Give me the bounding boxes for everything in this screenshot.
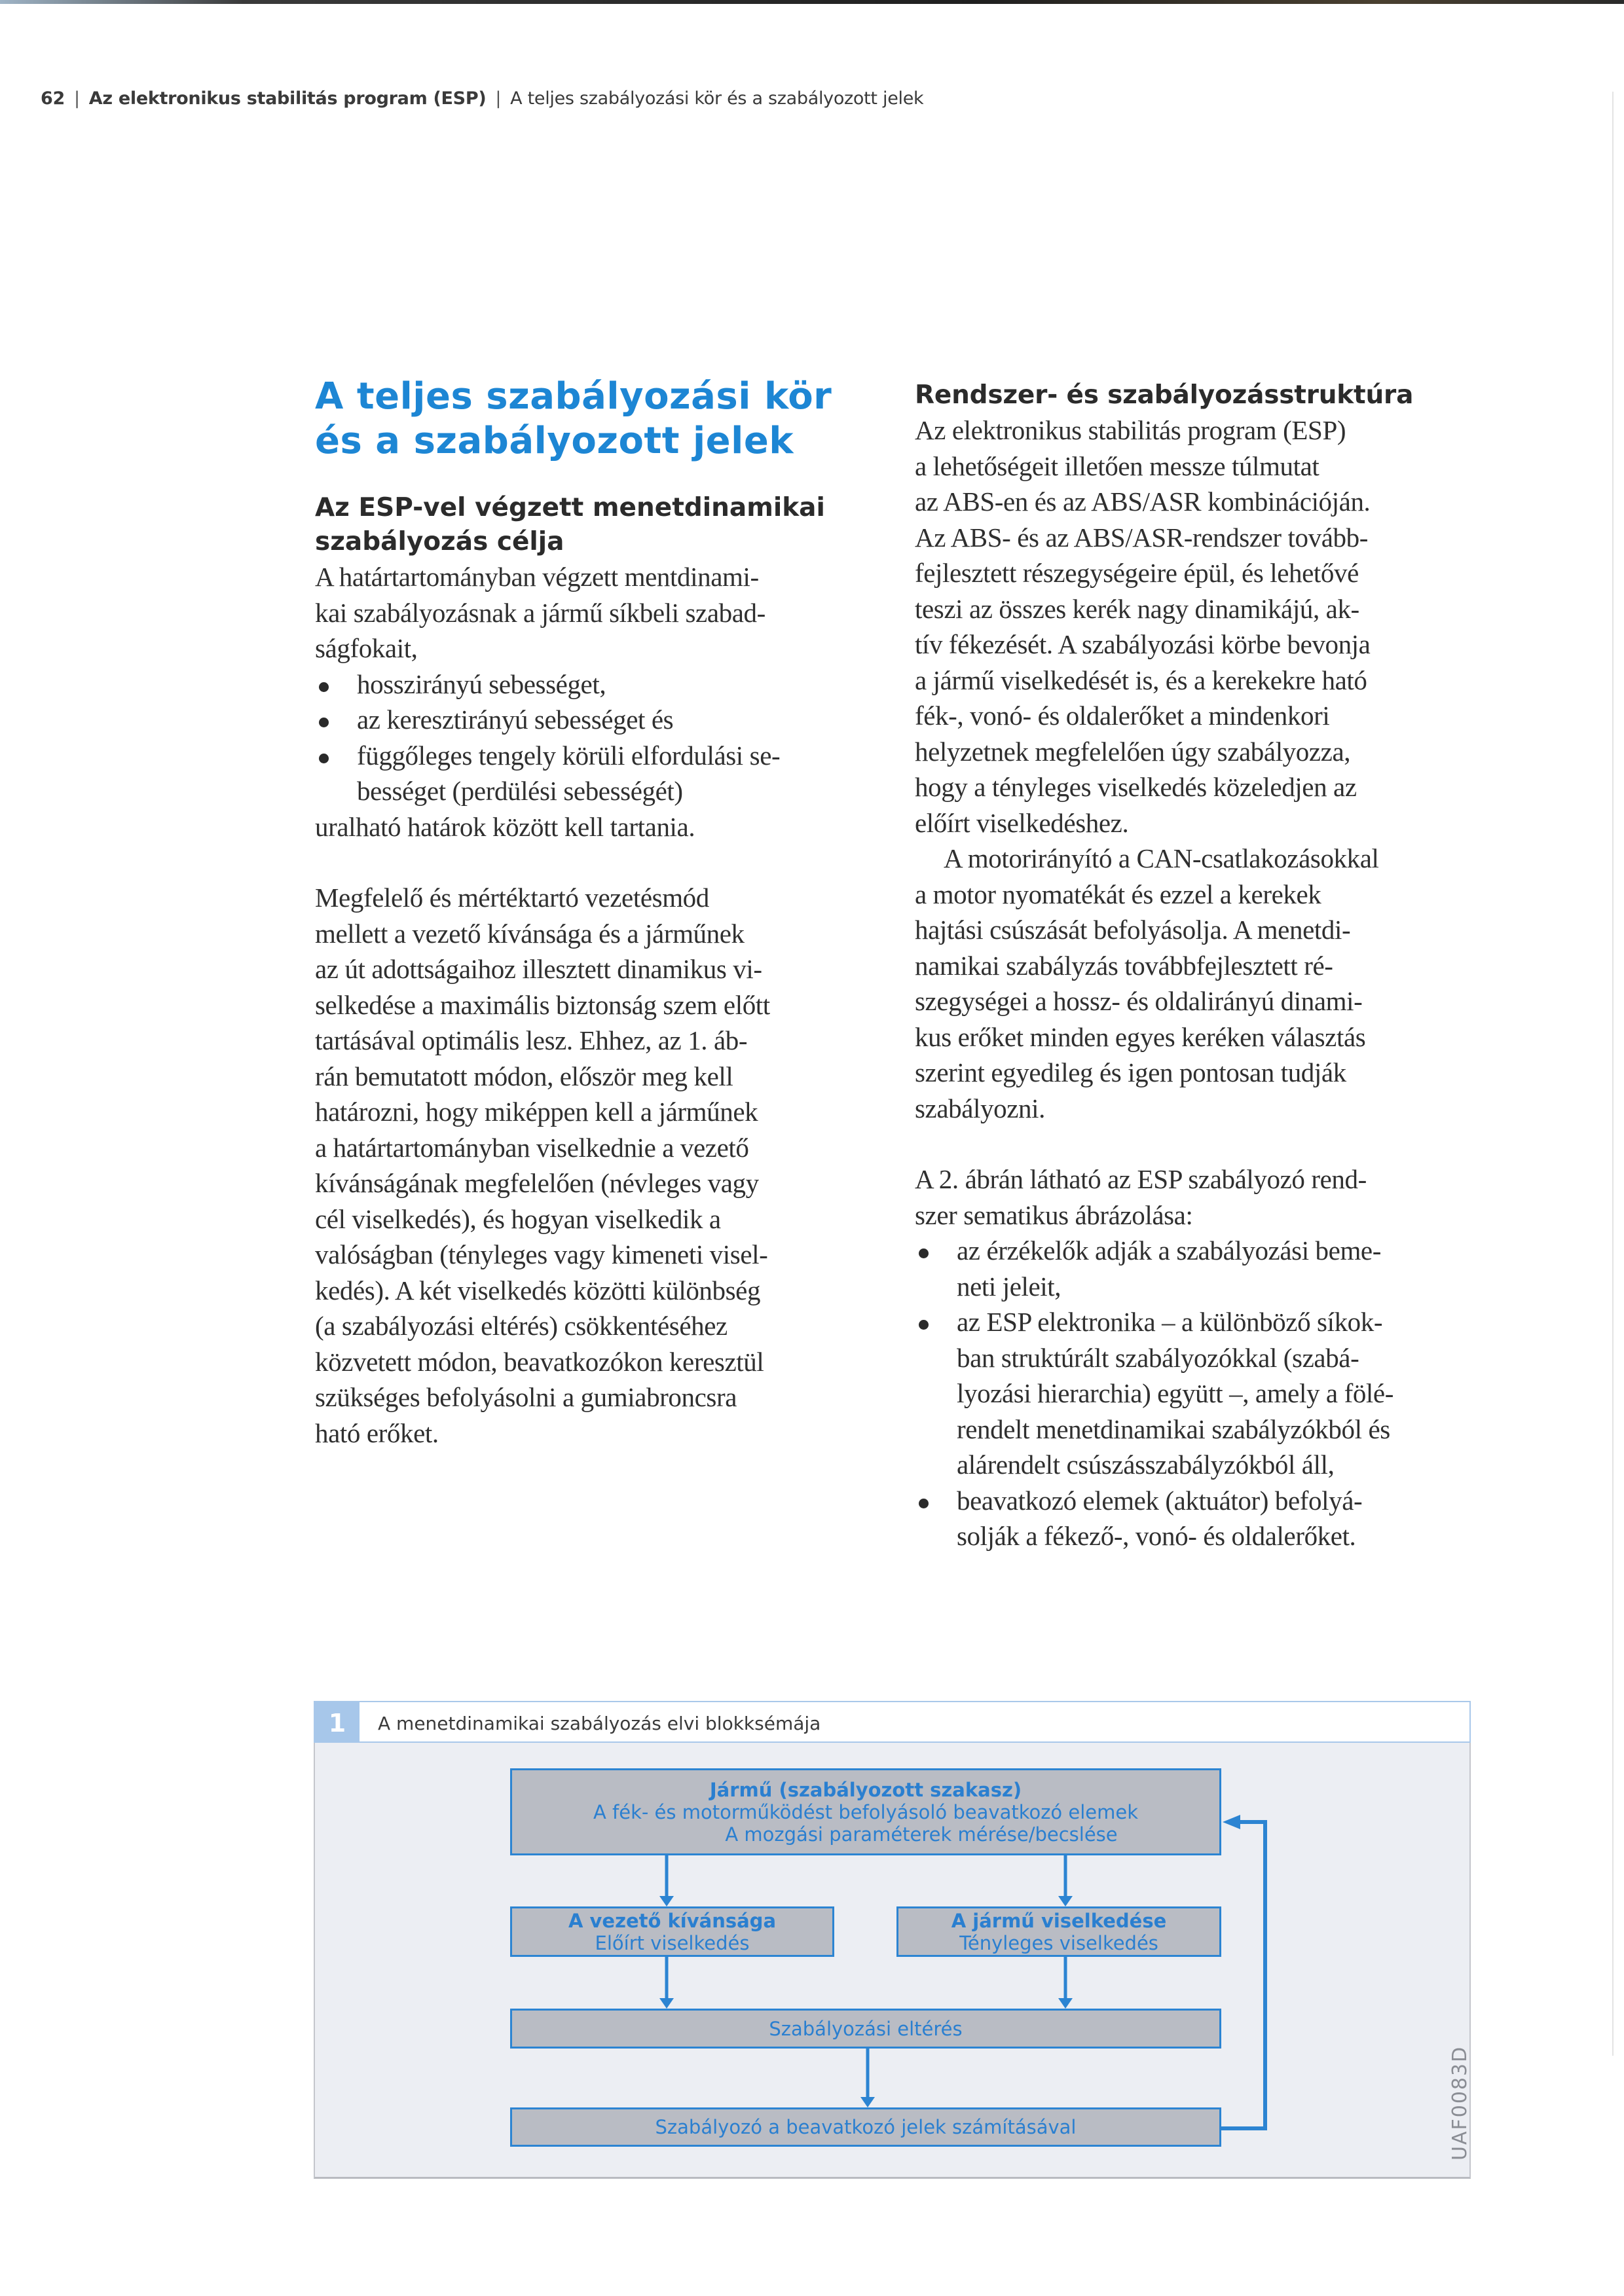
text-line: ható erőket. bbox=[315, 1417, 439, 1448]
block-line: Előírt viselkedés bbox=[595, 1931, 750, 1954]
text-line: hosszirányú sebességet, bbox=[357, 668, 606, 699]
list-item bbox=[315, 702, 885, 738]
text-line: az érzékelők adják a szabályozási beme- bbox=[957, 1235, 1381, 1266]
list-item bbox=[915, 1233, 1491, 1304]
text-line: kai szabályozásnak a jármű síkbeli szabad- bbox=[315, 597, 766, 628]
subheading-structure: Rendszer- és szabályozásstruktúra bbox=[915, 380, 1414, 410]
page-title bbox=[315, 374, 885, 464]
block-line: A fék- és motorműködést befolyásoló beavatkozó elemek bbox=[593, 1800, 1139, 1823]
block-line: A mozgási paraméterek mérése/becslése bbox=[725, 1823, 1118, 1846]
block-control-deviation bbox=[510, 2009, 1221, 2049]
block-driver-wish bbox=[510, 1906, 834, 1957]
header-separator: | bbox=[495, 88, 502, 109]
text-line: szegységei a hossz- és oldalirányú dinami- bbox=[915, 986, 1363, 1016]
text-line: helyzetnek megfelelően úgy szabályozza, bbox=[915, 736, 1351, 767]
text-line: függőleges tengely körüli elfordulási se- bbox=[357, 740, 781, 771]
block-title: Jármű (szabályozott szakasz) bbox=[709, 1778, 1022, 1801]
block-controller bbox=[510, 2107, 1221, 2147]
text-line: Megfelelő és mértéktartó vezetésmód bbox=[315, 883, 709, 913]
text-line: tív fékezését. A szabályozási körbe bevonja bbox=[915, 629, 1371, 659]
text-line: szabályozni. bbox=[915, 1093, 1045, 1123]
block-line: Szabályozó a beavatkozó jelek számításával bbox=[655, 2116, 1077, 2138]
left-column bbox=[315, 374, 885, 1451]
text-line: rán bemutatott módon, először meg kell bbox=[315, 1061, 733, 1091]
figure-header bbox=[314, 1701, 1471, 1743]
text-line: határozni, hogy miképpen kell a járműnek bbox=[315, 1097, 758, 1127]
paragraph-figure-2 bbox=[915, 1161, 1491, 1233]
block-title: A jármű viselkedése bbox=[951, 1909, 1167, 1932]
subheading-line: szabályozás célja bbox=[315, 527, 564, 556]
text-line: ságfokait, bbox=[315, 633, 418, 663]
text-line: lyozási hierarchia) együtt –, amely a fölé- bbox=[957, 1378, 1393, 1408]
text-line: előírt viselkedéshez. bbox=[915, 807, 1129, 838]
text-line: Az elektronikus stabilitás program (ESP) bbox=[915, 415, 1346, 445]
text-line: rendelt menetdinamikai szabályzókból és bbox=[957, 1413, 1390, 1444]
list-item bbox=[915, 1483, 1491, 1554]
chapter-title: Az elektronikus stabilitás program (ESP) bbox=[88, 88, 487, 109]
text-line: bességet (perdülési sebességét) bbox=[357, 776, 683, 806]
text-line: neti jeleit, bbox=[957, 1271, 1061, 1302]
subheading-goal bbox=[315, 491, 885, 559]
text-line: szükséges befolyásolni a gumiabroncsra bbox=[315, 1382, 737, 1412]
intro-end: uralható határok között kell tartania. bbox=[315, 811, 695, 842]
text-line: ban struktúrált szabályozókkal (szabá- bbox=[957, 1342, 1359, 1373]
block-vehicle-plant bbox=[510, 1768, 1221, 1855]
bullet-icon bbox=[919, 1320, 929, 1330]
figure-number-badge: 1 bbox=[315, 1702, 360, 1744]
text-line: a lehetőségeit illetően messze túlmutat bbox=[915, 450, 1320, 481]
block-line: Szabályozási eltérés bbox=[769, 2017, 963, 2040]
text-line: A motorirányító a CAN-csatlakozásokkal bbox=[944, 843, 1379, 873]
text-line: beavatkozó elemek (aktuátor) befolyá- bbox=[957, 1485, 1363, 1516]
text-line: Az ABS- és az ABS/ASR-rendszer tovább- bbox=[915, 522, 1368, 553]
text-line: mellett a vezető kívánsága és a járműnek bbox=[315, 918, 745, 949]
text-line: A 2. ábrán látható az ESP szabályozó rend- bbox=[915, 1164, 1367, 1194]
bullet-icon bbox=[319, 682, 329, 692]
text-line: az ESP elektronika – a különböző síkok- bbox=[957, 1307, 1383, 1337]
text-line: szer sematikus ábrázolása: bbox=[915, 1199, 1193, 1230]
text-line: tartásával optimális lesz. Ehhez, az 1. áb- bbox=[315, 1025, 748, 1055]
list-item bbox=[915, 1304, 1491, 1483]
paragraph-engine-control bbox=[915, 841, 1491, 1126]
text-line: közvetett módon, beavatkozókon keresztül bbox=[315, 1346, 764, 1377]
degrees-of-freedom-list bbox=[315, 666, 885, 809]
list-item bbox=[315, 666, 885, 702]
page-number: 62 bbox=[41, 88, 65, 109]
bullet-icon bbox=[919, 1248, 929, 1258]
figure-caption: A menetdinamikai szabályozás elvi blokksémája bbox=[378, 1712, 821, 1734]
running-header bbox=[41, 85, 923, 111]
text-line: A határtartományban végzett mentdinami- bbox=[315, 562, 759, 592]
text-line: namikai szabályzás továbbfejlesztett ré- bbox=[915, 950, 1333, 981]
block-line: Tényleges viselkedés bbox=[959, 1931, 1158, 1954]
text-line: alárendelt csúszásszabályzókból áll, bbox=[957, 1449, 1335, 1480]
text-line: kus erőket minden egyes keréken választás bbox=[915, 1021, 1366, 1052]
scan-line bbox=[1612, 92, 1614, 2056]
bullet-icon bbox=[319, 718, 329, 727]
title-line: és a szabályozott jelek bbox=[315, 420, 794, 462]
block-vehicle-behavior bbox=[896, 1906, 1221, 1957]
text-line: solják a fékező-, vonó- és oldalerőket. bbox=[957, 1521, 1356, 1551]
text-line: teszi az összes kerék nagy dinamikájú, ak- bbox=[915, 593, 1359, 624]
text-line: szerint egyedileg és igen pontosan tudják bbox=[915, 1057, 1346, 1087]
text-line: a jármű viselkedését is, és a kerekekre ható bbox=[915, 665, 1367, 695]
text-line: az út adottságaihoz illesztett dinamikus vi- bbox=[315, 954, 762, 984]
text-line: valóságban (tényleges vagy kimeneti visel- bbox=[315, 1239, 768, 1269]
esp-components-list bbox=[915, 1233, 1491, 1554]
text-line: fék-, vonó- és oldalerőket a mindenkori bbox=[915, 701, 1330, 731]
text-line: az keresztirányú sebességet és bbox=[357, 704, 674, 735]
text-line: a motor nyomatékát és ezzel a kerekek bbox=[915, 879, 1321, 909]
text-line: kedés). A két viselkedés közötti különbség bbox=[315, 1275, 761, 1305]
list-item bbox=[315, 738, 885, 809]
header-separator: | bbox=[73, 88, 80, 109]
right-column bbox=[915, 378, 1491, 1554]
text-line: kívánságának megfelelően (névleges vagy bbox=[315, 1168, 759, 1198]
paragraph-driving-behavior bbox=[315, 880, 885, 1451]
title-line: A teljes szabályozási kör bbox=[315, 375, 832, 418]
text-line: hajtási csúszását befolyásolja. A menetdi- bbox=[915, 915, 1351, 945]
subheading-line: Az ESP-vel végzett menetdinamikai bbox=[315, 493, 825, 522]
bullet-icon bbox=[919, 1499, 929, 1508]
text-line: hogy a tényleges viselkedés közeledjen az bbox=[915, 772, 1357, 802]
scan-edge bbox=[0, 0, 1624, 4]
text-line: selkedése a maximális biztonság szem előtt bbox=[315, 989, 770, 1020]
text-line: az ABS-en és az ABS/ASR kombinációján. bbox=[915, 486, 1371, 517]
text-line: cél viselkedés), és hogyan viselkedik a bbox=[315, 1203, 721, 1234]
figure-code: UAF0083D bbox=[1449, 2045, 1471, 2160]
block-title: A vezető kívánsága bbox=[568, 1909, 777, 1932]
text-line: a határtartományban viselkednie a vezető bbox=[315, 1132, 749, 1163]
paragraph-esp-scope bbox=[915, 412, 1491, 841]
section-title: A teljes szabályozási kör és a szabályozott jelek bbox=[510, 88, 924, 109]
text-line: fejlesztett részegységeire épül, és lehetővé bbox=[915, 558, 1359, 588]
bullet-icon bbox=[319, 754, 329, 763]
text-line: (a szabályozási eltérés) csökkentéséhez bbox=[315, 1311, 728, 1341]
intro-paragraph bbox=[315, 559, 885, 666]
